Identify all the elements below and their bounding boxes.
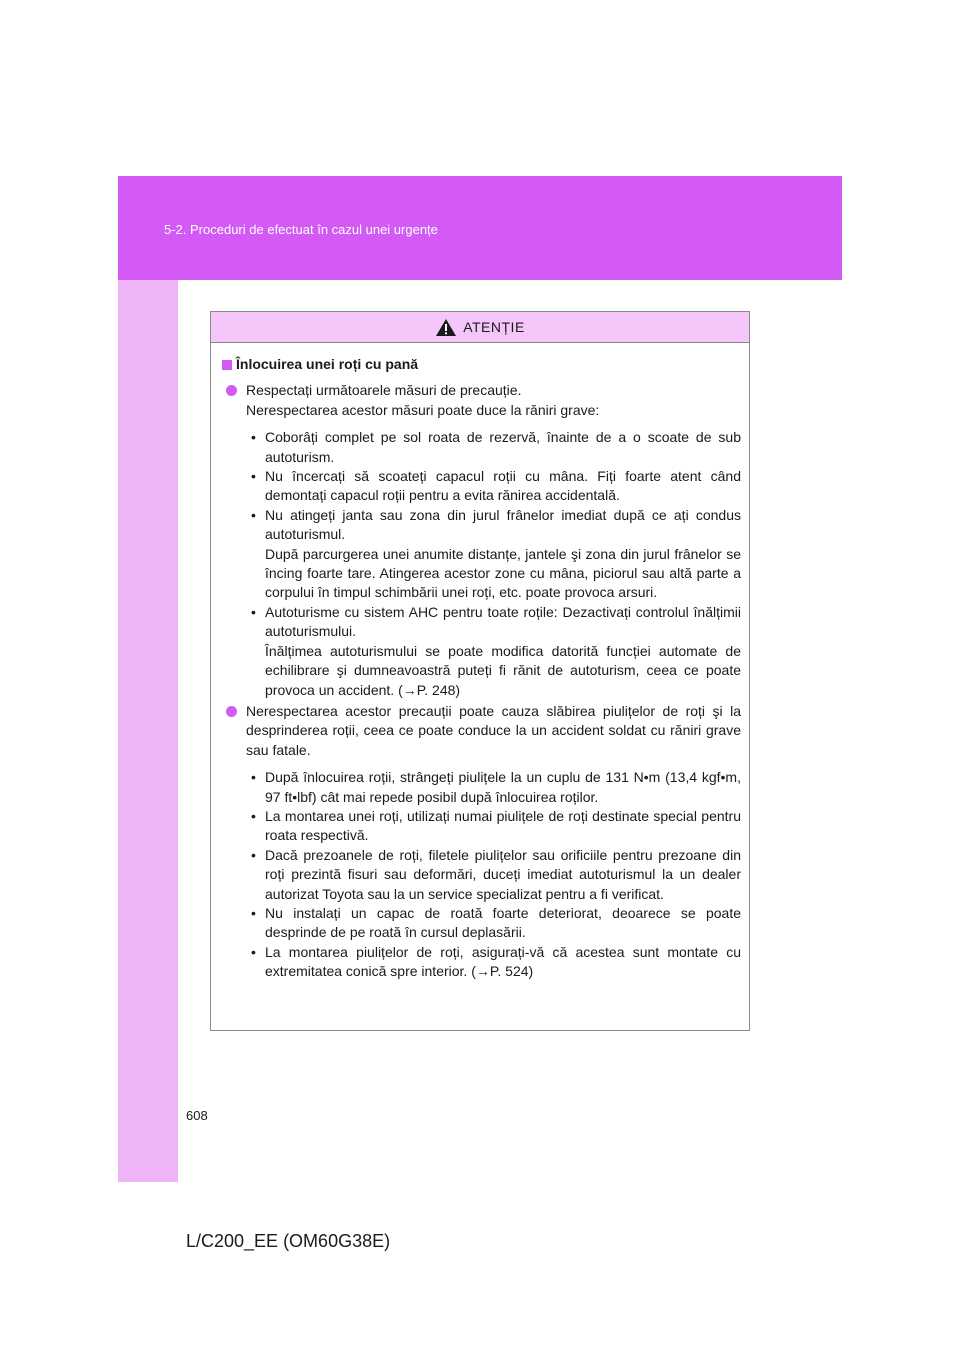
sub-list [251,768,741,981]
list-item [251,807,741,846]
text-line: Respectați următoarele măsuri de precauție. [246,382,522,399]
caution-group [222,702,741,982]
item-text: Nu încercați să scoateți capacul roții cu mâna. Fiți foarte atent când demontați capacul roții pentru a evita rănirea accidentală. [265,468,741,504]
list-item [251,603,741,700]
side-strip [118,280,178,1182]
caution-header [211,312,749,343]
list-item [251,768,741,807]
bullet-text [246,381,599,420]
bullet-text [246,702,741,760]
caution-title: ATENȚIE [463,319,525,335]
list-item [251,506,741,603]
warning-triangle-icon [435,318,457,337]
small-bullet-icon: • [251,468,256,485]
item-text: Autoturisme cu sistem AHC pentru toate roțile: Dezactivați controlul înălțimii autoturismului. [265,603,741,640]
item-text: Dacă prezoanele de roți, filetele piulițelor sau orificiile pentru prezoane din roți prezintă fisuri sau deformări, duceți imediat autoturismul la un dealer autorizat Toyota sau la un service specializat pentru a fi verificat. [265,846,741,902]
small-bullet-icon: • [251,943,256,960]
item-text: Nu atingeți janta sau zona din jurul frânelor imediat după ce ați condus autoturismul. [265,506,741,543]
small-bullet-icon: • [251,904,256,921]
sub-list [251,428,741,700]
text-line: Nerespectarea acestor măsuri poate duce la răniri grave: [246,401,600,418]
item-text: La montarea unei roți, utilizați numai piulițele de roți destinate special pentru roata respectivă. [265,807,741,844]
item-text: Nu instalați un capac de roată foarte deteriorat, deoarece se poate desprinde de pe roată în cursul deplasării. [265,904,741,941]
caution-body [211,343,749,982]
small-bullet-icon: • [251,603,256,620]
small-bullet-icon: • [251,846,256,863]
caution-heading [222,355,741,374]
text-line: Nerespectarea acestor precauții poate cauza slăbirea piulițelor de roți şi la desprinderea roții, ceea ce poate conduce la un accident soldat cu răniri grave sau fatale. [246,702,741,758]
list-item [251,428,741,467]
bullet-paragraph [222,381,741,420]
list-item [251,467,741,506]
bullet-paragraph [222,702,741,760]
item-text: La montarea piulițelor de roți, asigurați-vă că acestea sunt montate cu extremitatea conică spre interior. (→P. 524) [265,943,741,980]
small-bullet-icon: • [251,807,256,824]
item-text: După înlocuirea roții, strângeți piulițele la un cuplu de 131 N•m (13,4 kgf•m, 97 ft•lbf) cât mai repede posibil după înlocuirea roților. [265,769,741,805]
document-code: L/C200_EE (OM60G38E) [186,1231,391,1251]
caution-group [222,381,741,700]
page-number: 608 [186,1108,208,1123]
caution-heading-text: Înlocuirea unei roți cu pană [236,356,419,372]
small-bullet-icon: • [251,769,256,786]
list-item [251,846,741,904]
round-bullet-icon [226,706,237,717]
item-text: După parcurgerea unei anumite distanțe, jantele şi zona din jurul frânelor se încing foarte tare. Atingerea acestor zone cu mâna, piciorul sau altă parte a corpului în timpul schimbării unei roți, etc. poate provoca arsuri. [265,545,741,601]
caution-box [210,311,750,1031]
item-text: Coborâți complet pe sol roata de rezervă, înainte de a o scoate de sub autoturism. [265,429,741,465]
round-bullet-icon [226,385,237,396]
item-text: Înălțimea autoturismului se poate modifica datorită funcției automate de echilibrare şi dumneavoastră puteți fi rănit de autoturism, ceea ce poate provoca un accident. (→P. 248) [265,642,741,698]
list-item [251,943,741,982]
list-item [251,904,741,943]
small-bullet-icon: • [251,429,256,446]
small-bullet-icon: • [251,506,256,523]
square-bullet-icon [222,360,232,370]
section-title: 5-2. Proceduri de efectuat în cazul unei urgențe [164,222,438,237]
